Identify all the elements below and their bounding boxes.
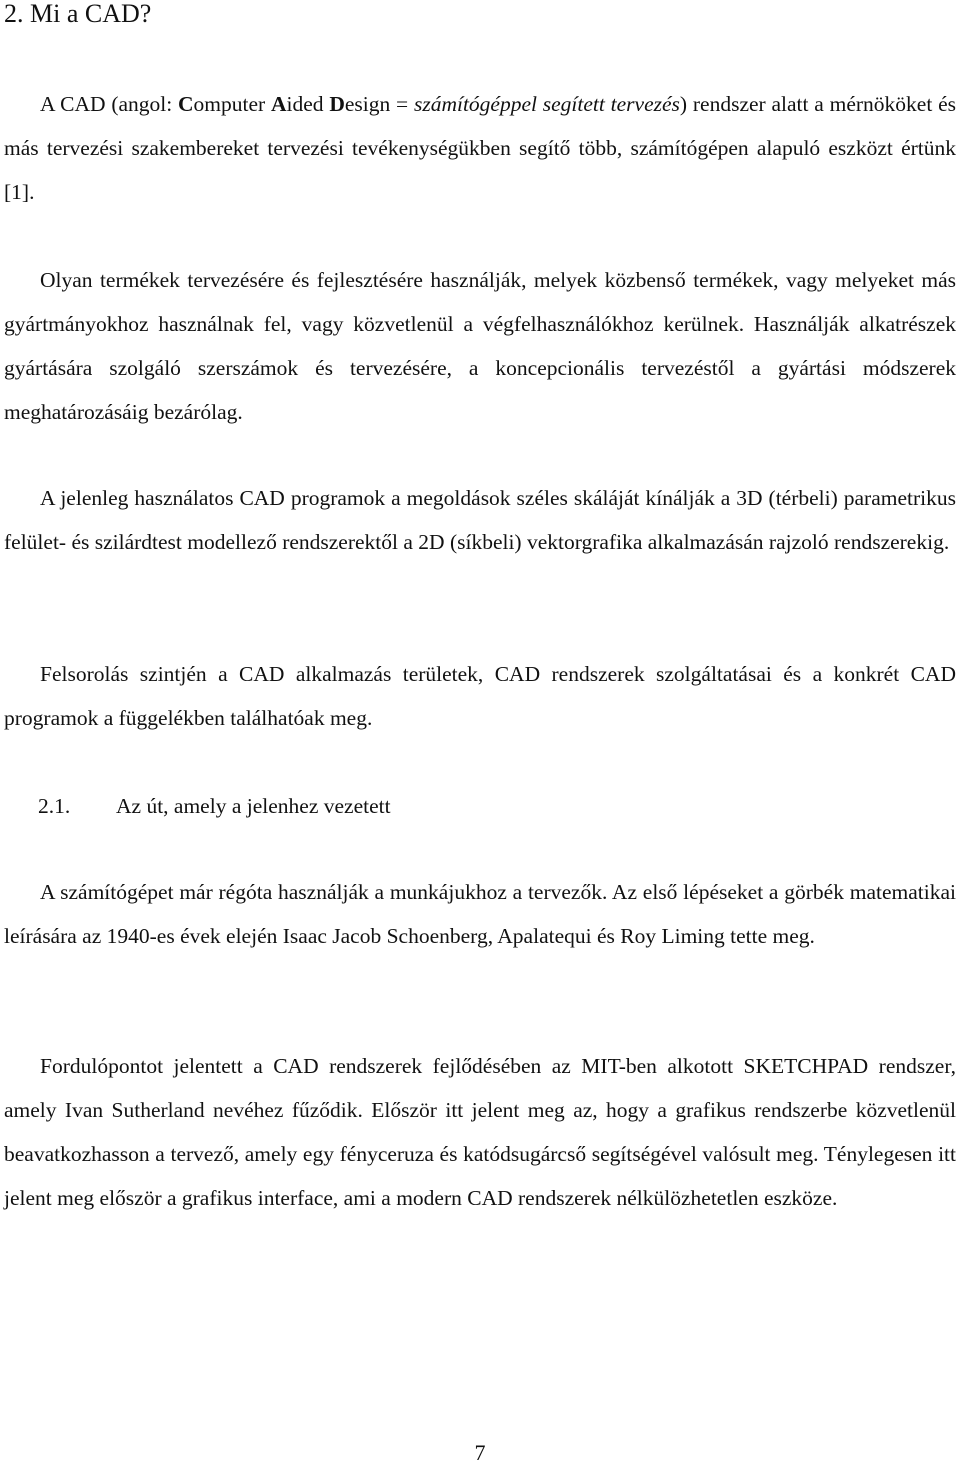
paragraph-usage: Olyan termékek tervezésére és fejlesztésére használják, melyek közbenső termékek, vagy melyeket más gyártmányokhoz használnak fel, vagy közvetlenül a végfelhasználókhoz kerülnek. Használják alkatrészek gyártására szolgáló szerszámok és tervezésére, a koncepcionális tervezéstől a gyártási módszerek meghatározásáig bezárólag. xyxy=(4,268,956,424)
word-aided-rest: ided xyxy=(286,92,330,116)
paragraph-cad-definition xyxy=(4,82,956,214)
paragraph-history: A számítógépet már régóta használják a munkájukhoz a tervezők. Az első lépéseket a görbék matematikai leírására az 1940-es évek elején Isaac Jacob Schoenberg, Apalatequi és Roy Liming tette meg. xyxy=(4,880,956,948)
paragraph-appendix: Felsorolás szintjén a CAD alkalmazás területek, CAD rendszerek szolgáltatásai és a konkrét CAD programok a függelékben találhatóak meg. xyxy=(4,662,956,730)
subsection-heading xyxy=(38,784,391,828)
initial-a: A xyxy=(271,92,287,116)
word-computer-rest: omputer xyxy=(193,92,271,116)
paragraph-programs: A jelenleg használatos CAD programok a megoldások széles skáláját kínálják a 3D (térbeli) parametrikus felület- és szilárdtest modellező rendszerektől a 2D (síkbeli) vektorgrafika alkalmazásán rajzoló rendszerekig. xyxy=(4,486,956,554)
hungarian-translation: számítógéppel segített tervezés xyxy=(413,92,680,116)
initial-d: D xyxy=(329,92,345,116)
initial-c: C xyxy=(178,92,194,116)
subsection-title: Az út, amely a jelenhez vezetett xyxy=(116,794,391,818)
para1-suffix: ) rendszer alatt a mérnököket és más tervezési szakembereket tervezési tevékenységükben segítő több, számítógépen alapuló eszközt értünk [1]. xyxy=(4,92,957,204)
word-design-rest: esign = xyxy=(344,92,414,116)
page-number: 7 xyxy=(474,1440,486,1465)
subsection-number: 2.1. xyxy=(38,794,71,818)
para1-prefix: A CAD (angol: xyxy=(40,92,179,116)
section-heading: 2. Mi a CAD? xyxy=(4,0,152,28)
paragraph-sketchpad: Fordulópontot jelentett a CAD rendszerek fejlődésében az MIT-ben alkotott SKETCHPAD rendszer, amely Ivan Sutherland nevéhez fűződik. Először itt jelent meg az, hogy a grafikus rendszerbe közvetlenül beavatkozhasson a tervező, amely egy fényceruza és katódsugárcső segítségével valósult meg. Ténylegesen itt jelent meg először a grafikus interface, ami a modern CAD rendszerek nélkülözhetetlen eszköze. xyxy=(4,1054,956,1210)
